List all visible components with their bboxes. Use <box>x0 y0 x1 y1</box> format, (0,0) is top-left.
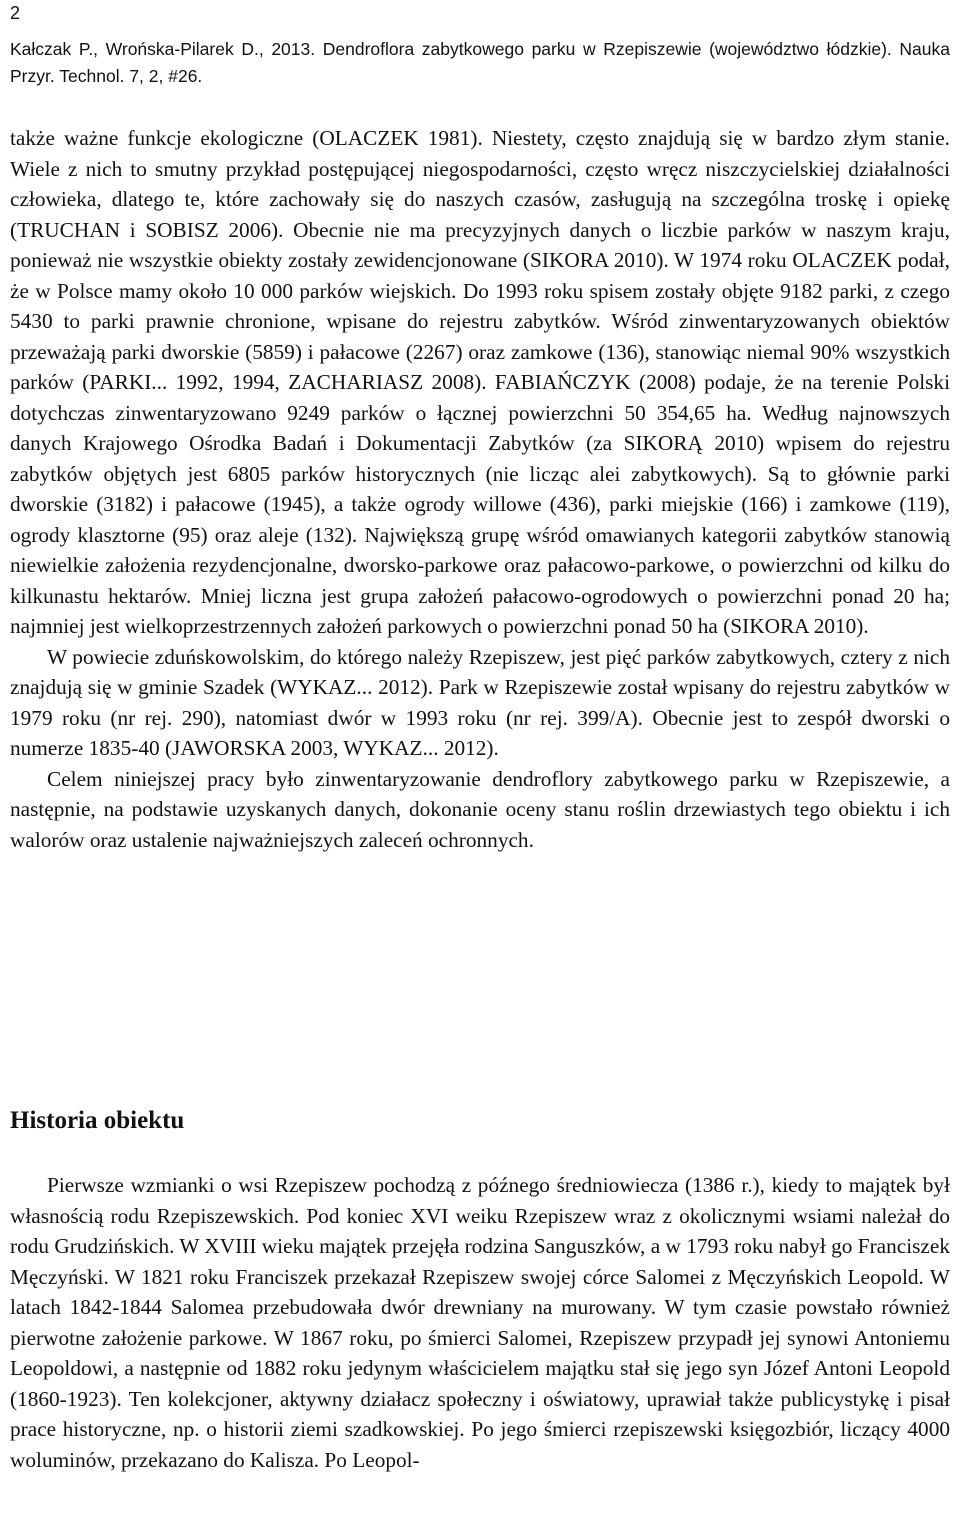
paragraph: Pierwsze wzmianki o wsi Rzepiszew pochodzą z późnego średniowiecza (1386 r.), kiedy to majątek był własnością rodu Rzepiszewskich. Pod koniec XVI weiku Rzepiszew wraz z okolicznymi wsiami należał do rodu Grudzińskich. W XVIII wieku majątek przejęła rodzina Sanguszków, a w 1793 roku nabył go Franciszek Męczyński. W 1821 roku Franciszek przekazał Rzepiszew swojej córce Salomei z Męczyńskich Leopold. W latach 1842-1844 Salomea przebudowała dwór drewniany na murowany. W tym czasie powstało również pierwotne założenie parkowe. W 1867 roku, po śmierci Salomei, Rzepiszew przypadł jej synowi Antoniemu Leopoldowi, a następnie od 1882 roku jedynym właścicielem majątku stał się jego syn Józef Antoni Leopold (1860-1923). Ten kolekcjoner, aktywny działacz społeczny i oświatowy, uprawiał także publicystykę i pisał prace historyczne, np. o historii ziemi szadkowskiej. Po jego śmierci rzepiszewski księgozbiór, liczący 4000 woluminów, przekazano do Kalisza. Po Leopol- <box>10 1173 950 1472</box>
page-number: 2 <box>10 3 21 23</box>
section-heading: Historia obiektu <box>10 1107 185 1134</box>
paragraph: Celem niniejszej pracy było zinwentaryzowanie dendroflory zabytkowego parku w Rzepiszewie, a następnie, na podstawie uzyskanych danych, dokonanie oceny stanu roślin drzewiastych tego obiektu i ich walorów oraz ustalenie najważniejszych zaleceń ochronnych. <box>10 766 950 852</box>
running-header-citation: Kałczak P., Wrońska-Pilarek D., 2013. Dendroflora zabytkowego parku w Rzepiszewie (województwo łódzkie). Nauka Przyr. Technol. 7, 2, #26. <box>10 39 950 86</box>
introduction-body <box>10 123 950 855</box>
paragraph: także ważne funkcje ekologiczne (OLACZEK 1981). Niestety, często znajdują się w bardzo złym stanie. Wiele z nich to smutny przykład postępującej niegospodarności, często wręcz niszczycielskiej działalności człowieka, dlatego te, które zachowały się do naszych czasów, zasługują na szczególna troskę i opiekę (TRUCHAN i SOBISZ 2006). Obecnie nie ma precyzyjnych danych o liczbie parków w naszym kraju, ponieważ nie wszystkie obiekty zostały zewidencjonowane (SIKORA 2010). W 1974 roku OLACZEK podał, że w Polsce mamy około 10 000 parków wiejskich. Do 1993 roku spisem zostały objęte 9182 parki, z czego 5430 to parki prawnie chronione, wpisane do rejestru zabytków. Wśród zinwentaryzowanych obiektów przeważają parki dworskie (5859) i pałacowe (2267) oraz zamkowe (136), stanowiąc niemal 90% wszystkich parków (PARKI... 1992, 1994, ZACHARIASZ 2008). FABIAŃCZYK (2008) podaje, że na terenie Polski dotychczas zinwentaryzowano 9249 parków o łącznej powierzchni 50 354,65 ha. Według najnowszych danych Krajowego Ośrodka Badań i Dokumentacji Zabytków (za SIKORĄ 2010) wpisem do rejestru zabytków objętych jest 6805 parków historycznych (nie licząc alei zabytkowych). Są to głównie parki dworskie (3182) i pałacowe (1945), a także ogrody willowe (436), parki miejskie (166) i zamkowe (119), ogrody klasztorne (95) oraz aleje (132). Największą grupę wśród omawianych kategorii zabytków stanowią niewielkie założenia rezydencjonalne, dworsko-parkowe oraz pałacowo-parkowe, o powierzchni od kilku do kilkunastu hektarów. Mniej liczna jest grupa założeń pałacowo-ogrodowych o powierzchni ponad 20 ha; najmniej jest wielkoprzestrzennych założeń parkowych o powierzchni ponad 50 ha (SIKORA 2010). <box>10 126 950 638</box>
history-section-body <box>10 1170 950 1475</box>
paragraph: W powiecie zduńskowolskim, do którego należy Rzepiszew, jest pięć parków zabytkowych, cztery z nich znajdują się w gminie Szadek (WYKAZ... 2012). Park w Rzepiszewie został wpisany do rejestru zabytków w 1979 roku (nr rej. 290), natomiast dwór w 1993 roku (nr rej. 399/A). Obecnie jest to zespół dworski o numerze 1835-40 (JAWORSKA 2003, WYKAZ... 2012). <box>10 644 950 760</box>
